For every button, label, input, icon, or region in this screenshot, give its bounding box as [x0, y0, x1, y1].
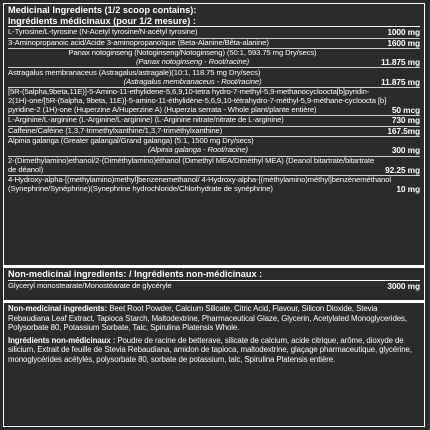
ingredient-name: [5R-(5alpha,9beta,11E)]-5-Amino-11-ethylidene-5,6,9,10-tetra hydro-7-methyl-5,9-methanocycloocta[b]pyridin-2(1H)-one/[5R-(5alpha, 9beta, 11E)]-5-amino-11-éthylidène-5,6,9,10-tétrahydro-7-méthyl-5,9-méthane-cycloocta [b] pyridine-2 (1H)-one (Huperzine A/Huperzine A) (Huperzia serrata - Whole plant/plante entière) — [8, 87, 387, 114]
ingredient-row — [8, 28, 420, 39]
medicinal-section — [4, 5, 424, 263]
non-medicinal-text-en: Beet Root Powder, Calcium Silicate, Citric Acid, Flavour, Silicon Dioxide, Stevia Rebaudiana Leaf Extract, Tapioca Starch, Maltodextrine, Pharmaceutical Glaze, Glycerin, Acetylated Monoglycerides, Polysorbate 80, Potassium Sorbate, Talc, Spirulina Platensis Whole. — [8, 304, 407, 333]
section-divider — [4, 265, 424, 268]
supplement-facts-panel — [3, 3, 425, 427]
ingredient-name: L-Tyrosine/L-tyrosine (N-Acetyl tyrosine/N-acétyl tyrosine) — [8, 27, 198, 37]
ingredient-name: Caffeine/Caféine (1,3,7-trimethylxanthine/1,3,7-triméthylxanthine) — [8, 125, 223, 135]
ingredient-amount: 730 mg — [391, 115, 420, 126]
ingredient-amount: 3000 mg — [387, 280, 420, 291]
ingredient-amount: 10 mg — [396, 184, 420, 195]
ingredient-name: L-Arginine/L-arginine (L-Arginine/L-arginine) (L-Arginine nitrate/nitrate de L-arginine) — [8, 115, 284, 125]
ingredient-amount: 167.5mg — [387, 125, 420, 136]
ingredient-source: (Panax notoginseng - Root/racine) — [135, 57, 250, 67]
ingredient-name: Astragalus membranaceus (Astragalus/astragale)(10:1, 118.75 mg Dry/secs) — [8, 67, 261, 77]
non-medicinal-section-1 — [4, 269, 424, 299]
ingredient-row — [8, 137, 420, 156]
non-medicinal-fr — [8, 336, 420, 365]
ingredient-source: (Astragalus membranaceus - Root/racine) — [123, 76, 262, 86]
ingredient-name: 3-Aminopropanoic acid/Acide 3-aminopropanoïque (Beta-Alanine/Bêta-alanine) — [8, 37, 269, 47]
ingredient-row — [8, 68, 420, 87]
ingredient-amount: 1000 mg — [387, 27, 420, 38]
ingredient-amount: 300 mg — [391, 145, 420, 156]
non-medicinal-en — [8, 304, 420, 333]
medicinal-header-fr: Ingrédients médicinaux (pour 1/2 mesure) : — [8, 16, 420, 28]
ingredient-row — [8, 282, 420, 292]
ingredient-amount: 1600 mg — [387, 37, 420, 48]
ingredient-name: Glyceryl monostearate/Monostéarate de glycéryle — [8, 280, 172, 290]
ingredient-amount: 11.875 mg — [381, 57, 420, 68]
ingredient-name: Panax notoginseng (Notoginseng/Notoginseng) (50:1, 593.75 mg Dry/secs) — [68, 48, 317, 58]
non-medicinal-label-en: Non-medicinal ingredients: — [8, 304, 108, 313]
section-divider — [4, 300, 424, 303]
ingredient-name: 2-(Dimethylamino)ethanol/2-(Diméthylamino)éthanol (Dimethyl MEA/Diméthyl MEA) (Deanol bitartrate/bitartrate de déanol) — [8, 155, 375, 174]
ingredient-name: Alpinia galanga (Greater galangal/Grand galanga) (5:1, 1500 mg Dry/secs) — [8, 136, 254, 146]
non-medicinal-section-2 — [4, 304, 424, 426]
non-medicinal-header: Non-medicinal ingredients: / Ingrédients non-médicinaux : — [8, 269, 420, 281]
ingredient-row — [8, 88, 420, 116]
ingredient-row — [8, 157, 420, 176]
ingredient-amount: 11.875 mg — [381, 76, 420, 87]
ingredient-amount: 50 mcg — [391, 104, 420, 115]
non-medicinal-text-fr: Poudre de racine de betterave, silicate de calcium, acide citrique, arôme, dioxyde de silicium, Extrait de feuille de Stevia Rebaudiana, amidon de tapioca, maltodextrine, glaçage pharmaceutique, glycérine, monoglycérides acétylés, polysorbate 80, sorbate de potassium, talc, Spirulina Platensis entière. — [8, 335, 412, 364]
ingredient-source: (Alpinia galanga - Root/racine) — [147, 145, 248, 155]
ingredient-row — [8, 176, 420, 194]
ingredient-amount: 92.25 mg — [385, 164, 420, 175]
ingredient-row — [8, 49, 420, 68]
non-medicinal-label-fr: Ingrédients non-médicinaux : — [8, 335, 116, 345]
medicinal-header-en: Medicinal Ingredients (1/2 scoop contains): — [8, 5, 197, 15]
ingredient-name: 4-Hydroxy-alpha-[(methylamino)methyl]benzenemethanol/ 4-Hydroxy-alpha-[(méthylamino)méthyl]benzèneméthanol (Synephrine/Synéphrine)(Synephrine hydrochloride/Chlorhydrate de synéphrine) — [8, 175, 391, 194]
